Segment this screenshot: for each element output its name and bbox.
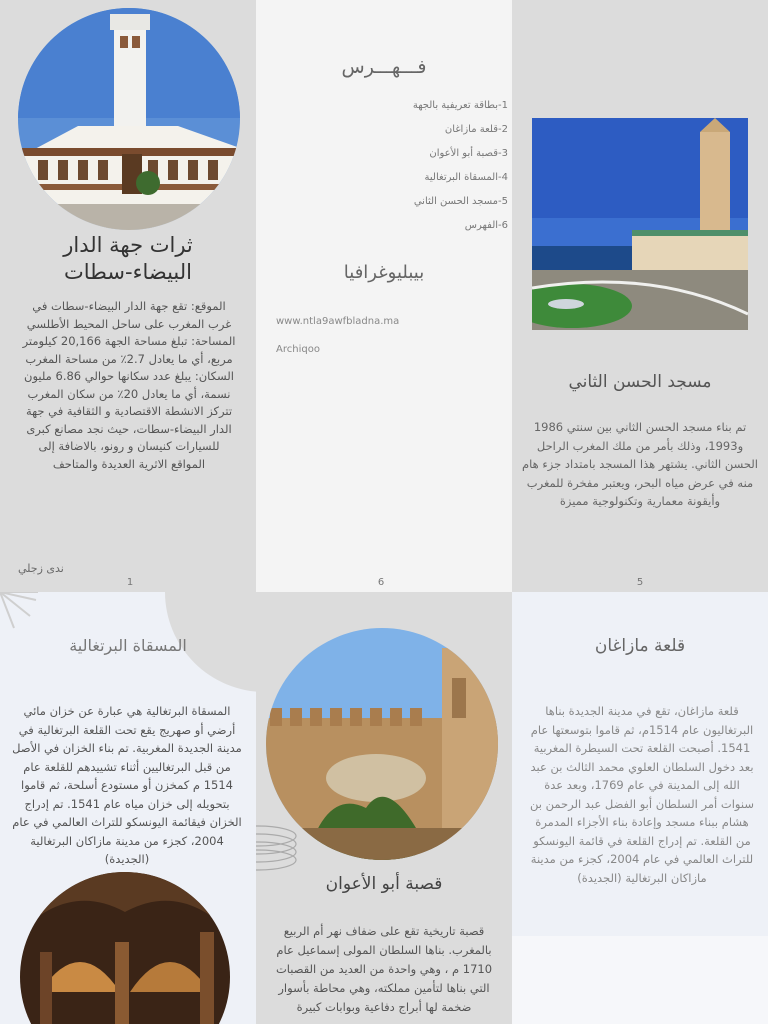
mazagan-description: قلعة مازاغان، تقع في مدينة الجديدة بناها البرتغاليون عام 1514م، ثم قاموا بتوسعتها عام 1541. أصبحت القلعة تحت السيطرة المغربية بعد دخول السلطان العلوي محمد الثالث بن عبد الله إلى المدينة في عام 1769، وبعد عدة سنوات أمر السلطان أبو الفضل عبد الرحمن بن هشام ببناء مسجد وإعادة بناء الأجزاء المدمرة من القلعة. تم إدراج القلعة في قائمة اليونسكو للتراث العالمي في عام 2004، كجزء من مدينة مازاكان البرتغالية (الجديدة) xyxy=(530,704,754,885)
region-paragraph: تتركز الانشطة الاقتصادية و الثقافية في جهة الدار البيضاء-سطات، حيث نجد مصانع كبرى للسيارات كنيسان و رونو، بالاضافة إلى المواقع الاثرية العديدة والمتاحف xyxy=(25,404,233,471)
panel-boulaouane-kasbah xyxy=(256,592,512,1024)
hassan-mosque-description: تم بناء مسجد الحسن الثاني بين سنتي 1986 و1993، وذلك بأمر من ملك المغرب الراحل الحسن الثاني. يشتهر هذا المسجد بامتداد جزء هام منه في عرض مياه البحر، ويعتبر مفخرة للمغرب وأيقونة معمارية وتكنولوجية مميزة xyxy=(521,420,758,508)
toc-item[interactable]: 5-مسجد الحسن الثاني xyxy=(413,196,508,207)
hassan-mosque-photo xyxy=(532,118,748,330)
hassan-mosque-title: مسجد الحسن الثاني xyxy=(568,372,712,392)
page-number: 1 xyxy=(126,577,134,588)
toc-item[interactable]: 6-الفهرس xyxy=(464,220,508,231)
author-name: ندى زجلي xyxy=(18,562,64,575)
toc-item[interactable]: 4-المسقاة البرتغالية xyxy=(424,172,508,183)
toc-item[interactable]: 1-بطاقة تعريفية بالجهة xyxy=(412,100,508,111)
toc-item[interactable]: 2-قلعة مازاغان xyxy=(444,124,508,135)
bibliography-title: بيبليوغرافيا xyxy=(343,262,425,283)
cistern-description: المسقاة البرتغالية هي عبارة عن خزان مائي أرضي أو صهريج يقع تحت القلعة البرتغالية في مدينة الجديدة المغربية. تم بناء الخزان في الأصل من قبل البرتغاليين أثناء تشييدهم للقلعة عام 1514 م كمخزن أو مستودع أسلحة، ثم قاموا بتحويله إلى خزان مياه عام 1541. تم إدراج الخزان فيقائمة اليونسكو للتراث العالمي في عام 2004، كجزء من مدينة مازاكان البرتغالية (الجديدة) xyxy=(12,704,242,866)
bottom-strip xyxy=(512,936,768,1024)
casablanca-building-photo xyxy=(18,8,240,230)
toc-item[interactable]: 3-قصبة أبو الأعوان xyxy=(429,148,508,159)
kasbah-title: قصبة أبو الأعوان xyxy=(325,874,443,894)
cistern-photo xyxy=(20,872,230,1024)
sunburst-decoration xyxy=(0,592,40,632)
cistern-title: المسقاة البرتغالية xyxy=(69,636,187,655)
panel-region-intro xyxy=(0,0,256,592)
region-title: ثرات جهة الدار البيضاء-سطات xyxy=(63,233,193,284)
region-paragraph: السكان: يبلغ عدد سكانها حوالي 6.86 مليون نسمة، أي ما يعادل 20٪ من سكان المغرب xyxy=(24,369,234,401)
bibliography-link[interactable]: www.ntla9awfbladna.ma xyxy=(276,316,400,327)
page-number: 6 xyxy=(377,577,385,588)
panel-index xyxy=(256,0,512,592)
page-number: 5 xyxy=(636,577,644,588)
region-paragraph: الموقع: تقع جهة الدار البيضاء-سطات في غرب المغرب على ساحل المحيط الأطلسي xyxy=(26,299,232,331)
bibliography-link[interactable]: Archiqoo xyxy=(276,344,320,355)
region-description xyxy=(20,298,238,473)
region-paragraph: المساحة: تبلغ مساحة الجهة 20,166 كيلومتر مربع، أي ما يعادل 2.7٪ من مساحة المغرب xyxy=(22,334,236,366)
kasbah-photo xyxy=(266,628,498,860)
mazagan-title: قلعة مازاغان xyxy=(594,636,686,656)
rings-decoration xyxy=(256,822,298,882)
toc-list xyxy=(308,94,508,238)
panel-portuguese-cistern xyxy=(0,592,256,1024)
kasbah-description: قصبة تاريخية تقع على ضفاف نهر أم الربيع بالمغرب. بناها السلطان المولى إسماعيل عام 1710 م ، وهي واحدة من العديد من القصبات التي بناها لتأمين مملكته، وهي محاطة بأسوار ضخمة لها أبراج دفاعية وبوابات كبيرة xyxy=(275,924,493,1014)
panel-mazagan-fortress xyxy=(512,592,768,1024)
panel-hassan-mosque xyxy=(512,0,768,592)
toc-title: فـــهـــرس xyxy=(341,56,427,78)
